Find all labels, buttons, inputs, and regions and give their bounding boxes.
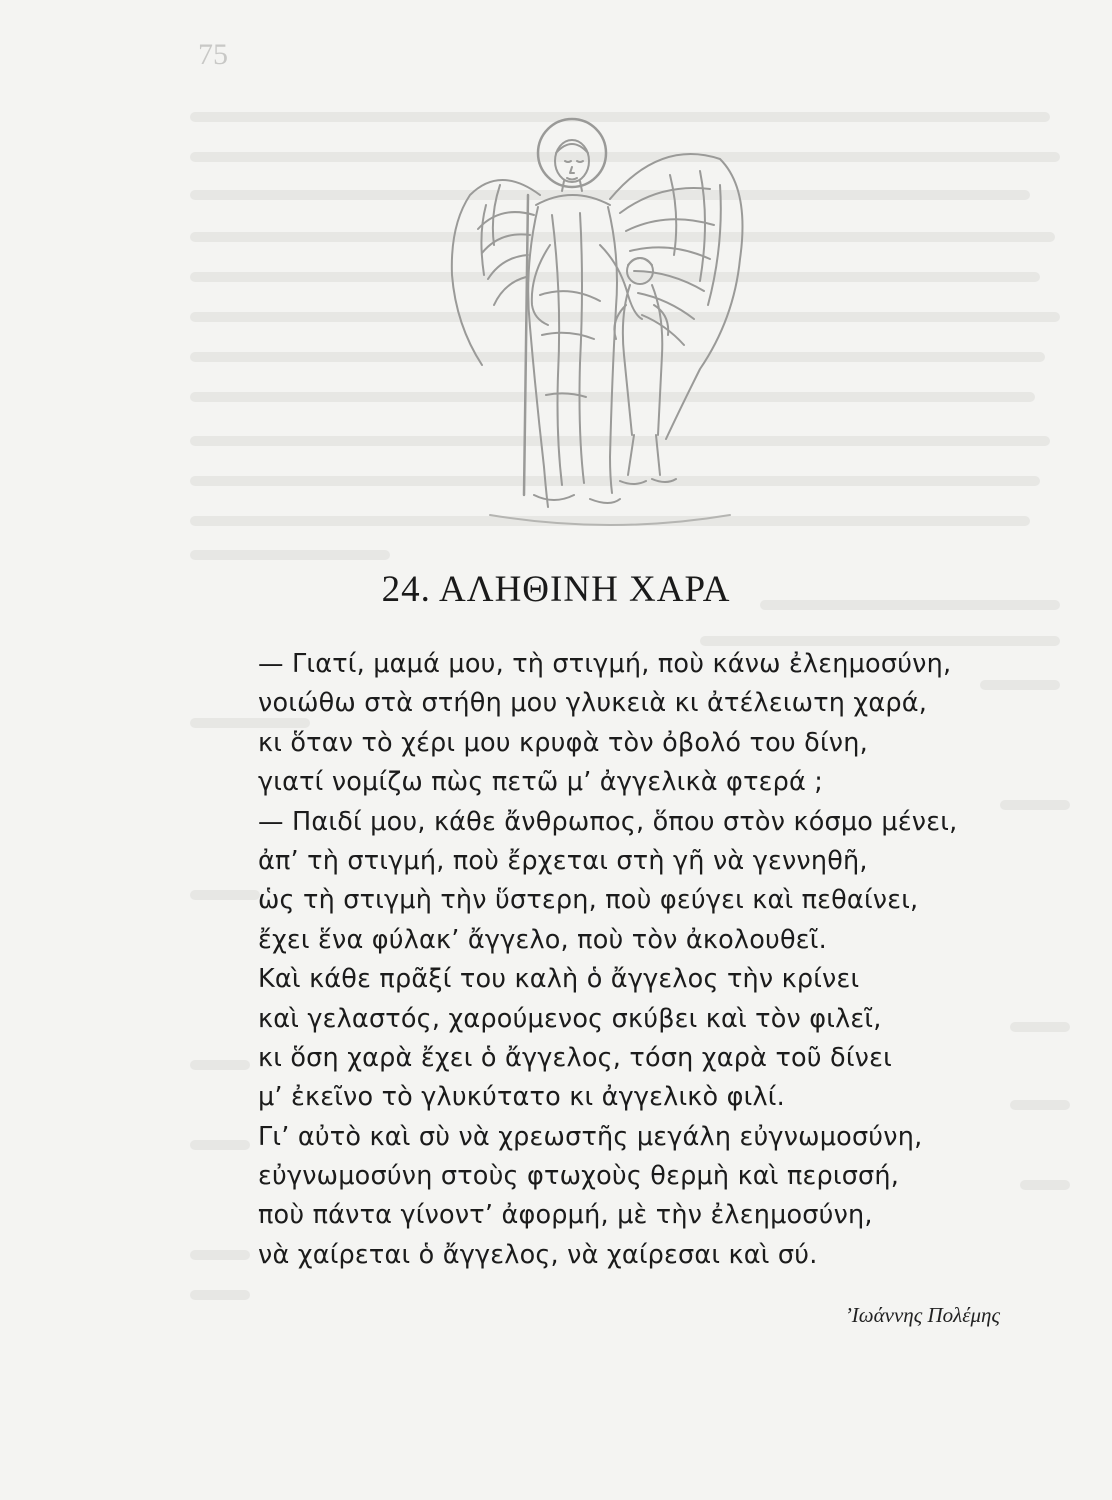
poem-line: γιατί νομίζω πὼς πετῶ μ’ ἀγγελικὰ φτερά ; <box>258 767 824 798</box>
poem-line: ἀπ’ τὴ στιγμή, ποὺ ἔρχεται στὴ γῆ νὰ γεννηθῆ, <box>258 845 868 876</box>
poem-line: ὡς τὴ στιγμὴ τὴν ὕστερη, ποὺ φεύγει καὶ πεθαίνει, <box>258 885 919 916</box>
poem-line: ποὺ πάντα γίνοντ’ ἀφορμή, μὲ τὴν ἐλεημοσύνη, <box>258 1200 873 1231</box>
poem-line: κι ὅση χαρὰ ἔχει ὁ ἄγγελος, τόση χαρὰ τοῦ δίνει <box>258 1042 892 1073</box>
poem-author: ’Ιωάννης Πολέμης <box>844 1303 1000 1327</box>
poem-line: κι ὅταν τὸ χέρι μου κρυφὰ τὸν ὀβολό του δίνη, <box>258 727 868 758</box>
poem-line: εὐγνωμοσύνη στοὺς φτωχοὺς θερμὴ καὶ περισσή, <box>258 1161 900 1192</box>
poem-line: Καὶ κάθε πρᾶξί του καλὴ ὁ ἄγγελος τὴν κρίνει <box>258 964 860 995</box>
poem-title: 24. ΑΛΗΘΙΝΗ ΧΑΡΑ <box>381 569 731 610</box>
poem-line: — Παιδί μου, κάθε ἄνθρωπος, ὅπου στὸν κόσμο μένει, <box>258 806 958 837</box>
poem-line: ἔχει ἕνα φύλακ’ ἄγγελο, ποὺ τὸν ἀκολουθεῖ. <box>258 924 827 955</box>
poem-body <box>258 645 998 1275</box>
poem-line: νοιώθω στὰ στήθη μου γλυκειὰ κι ἀτέλειωτη χαρά, <box>258 688 928 719</box>
poem-line: μ’ ἐκεῖνο τὸ γλυκύτατο κι ἀγγελικὸ φιλί. <box>258 1082 785 1113</box>
poem-line: — Γιατί, μαμά μου, τὴ στιγμή, ποὺ κάνω ἐλεημοσύνη, <box>258 649 952 679</box>
page-number: 75 <box>198 38 228 71</box>
angel-and-child-illustration <box>430 95 760 535</box>
poem-line: καὶ γελαστός, χαρούμενος σκύβει καὶ τὸν φιλεῖ, <box>258 1003 882 1034</box>
poem-line: Γι’ αὐτὸ καὶ σὺ νὰ χρεωστῆς μεγάλη εὐγνωμοσύνη, <box>258 1121 923 1152</box>
poem-line: νὰ χαίρεται ὁ ἄγγελος, νὰ χαίρεσαι καὶ σύ. <box>258 1239 818 1270</box>
